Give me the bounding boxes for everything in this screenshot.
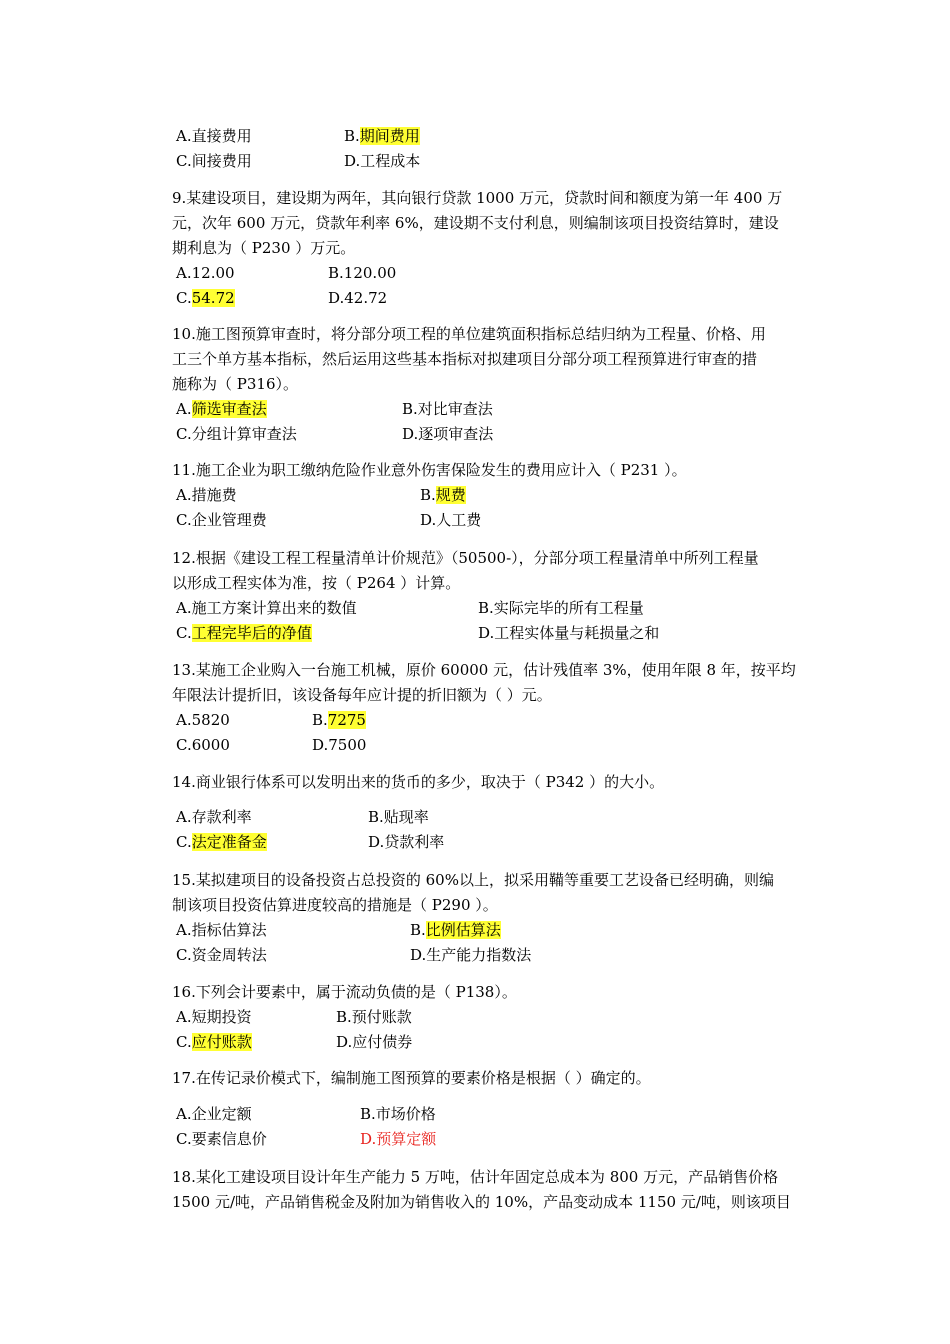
answer-highlight: 54.72 <box>191 289 235 307</box>
option-a: A.施工方案计算出来的数值 <box>176 599 357 617</box>
question-17 <box>172 1066 812 1148</box>
question-11 <box>172 458 812 529</box>
option-c: C.法定准备金 <box>176 833 267 851</box>
question-text-line: 工三个单方基本指标，然后运用这些基本指标对拟建项目分部分项工程预算进行审查的措 <box>172 350 758 368</box>
question-text-line: 11.施工企业为职工缴纳危险作业意外伤害保险发生的费用应计入（ P231 ）。 <box>172 461 687 479</box>
option-b: B.实际完毕的所有工程量 <box>478 599 644 617</box>
option-a: A.措施费 <box>176 486 237 504</box>
option-b: B.规费 <box>420 486 466 504</box>
option-d: D.预算定额 <box>360 1130 437 1148</box>
option-row <box>172 261 812 286</box>
question-text-line: 16.下列会计要素中，属于流动负债的是（ P138）。 <box>172 983 517 1001</box>
option-row <box>172 286 812 311</box>
option-d: D.工程实体量与耗损量之和 <box>478 624 660 642</box>
option-b: B.预付账款 <box>336 1008 412 1026</box>
option-d: D.贷款利率 <box>368 833 445 851</box>
option-d: D.逐项审查法 <box>402 425 494 443</box>
answer-highlight: 比例估算法 <box>425 921 501 939</box>
option-row <box>172 708 812 733</box>
option-c: C.间接费用 <box>176 152 252 170</box>
question-10 <box>172 322 812 443</box>
option-b: B.对比审查法 <box>402 400 493 418</box>
option-row <box>172 943 812 968</box>
option-a: A.筛选审查法 <box>176 400 267 418</box>
option-b: B.120.00 <box>328 264 397 282</box>
option-c: C.要素信息价 <box>176 1130 267 1148</box>
question-text-line: 制该项目投资估算进度较高的措施是（ P290 ）。 <box>172 896 498 914</box>
option-row <box>172 508 812 533</box>
question-text-line: 10.施工图预算审查时，将分部分项工程的单位建筑面积指标总结归纳为工程量、价格、用 <box>172 325 766 343</box>
option-c: C.6000 <box>176 736 230 754</box>
question-text-line: 17.在传记录价模式下，编制施工图预算的要素价格是根据（ ）确定的。 <box>172 1069 651 1087</box>
question-12 <box>172 546 812 642</box>
answer-highlight: 7275 <box>327 711 366 729</box>
answer-highlight: 期间费用 <box>359 127 420 145</box>
option-d: D.42.72 <box>328 289 388 307</box>
option-row <box>172 483 812 508</box>
option-row <box>172 918 812 943</box>
option-row <box>172 422 812 447</box>
option-a: A.5820 <box>176 711 230 729</box>
question-text-line: 期利息为（ P230 ）万元。 <box>172 239 356 257</box>
answer-highlight: 应付账款 <box>191 1033 252 1051</box>
option-c: C.资金周转法 <box>176 946 267 964</box>
option-row <box>172 1127 812 1152</box>
option-d: D.人工费 <box>420 511 482 529</box>
option-a: A.直接费用 <box>176 127 252 145</box>
option-d: D.7500 <box>312 736 367 754</box>
option-a: A.12.00 <box>176 264 235 282</box>
option-row <box>172 149 812 174</box>
option-b: B.市场价格 <box>360 1105 436 1123</box>
question-text-line: 年限法计提折旧，该设备每年应计提的折旧额为（ ）元。 <box>172 686 552 704</box>
option-c: C.工程完毕后的净值 <box>176 624 312 642</box>
option-d: D.应付债券 <box>336 1033 413 1051</box>
answer-highlight: 法定准备金 <box>191 833 267 851</box>
option-row <box>172 1102 812 1127</box>
option-b: B.贴现率 <box>368 808 429 826</box>
question-text-line: 15.某拟建项目的设备投资占总投资的 60%以上，拟采用鞴等重要工艺设备已经明确，则编 <box>172 871 774 889</box>
option-b: B.期间费用 <box>344 127 420 145</box>
question-15 <box>172 868 812 964</box>
question-text-line: 18.某化工建设项目设计年生产能力 5 万吨，估计年固定总成本为 800 万元，产品销售价格 <box>172 1168 779 1186</box>
option-row <box>172 1005 812 1030</box>
option-a: A.指标估算法 <box>176 921 267 939</box>
question-13 <box>172 658 812 754</box>
option-row <box>172 1030 812 1055</box>
option-b: B.比例估算法 <box>410 921 501 939</box>
question-18 <box>172 1165 812 1215</box>
option-c: C.54.72 <box>176 289 235 307</box>
question-text-line: 14.商业银行体系可以发明出来的货币的多少，取决于（ P342 ）的大小。 <box>172 773 665 791</box>
option-row <box>172 830 812 855</box>
option-a: A.存款利率 <box>176 808 252 826</box>
option-d: D.生产能力指数法 <box>410 946 532 964</box>
question-text-line: 1500 元/吨，产品销售税金及附加为销售收入的 10%，产品变动成本 1150 元/吨，则该项目 <box>172 1193 791 1211</box>
option-c: C.分组计算审查法 <box>176 425 297 443</box>
option-row <box>172 124 812 149</box>
question-14 <box>172 770 812 851</box>
question-text-line: 12.根据《建设工程工程量清单计价规范》（50500-），分部分项工程量清单中所列工程量 <box>172 549 759 567</box>
option-d: D.工程成本 <box>344 152 421 170</box>
question-text-line: 施称为（ P316）。 <box>172 375 298 393</box>
answer-highlight: 工程完毕后的净值 <box>191 624 312 642</box>
question-text-line: 元，次年 600 万元，贷款年利率 6%，建设期不支付利息，则编制该项目投资结算时，建设 <box>172 214 779 232</box>
option-row <box>172 733 812 758</box>
option-a: A.短期投资 <box>176 1008 252 1026</box>
option-row <box>172 805 812 830</box>
question-9 <box>172 186 812 307</box>
option-c: C.企业管理费 <box>176 511 267 529</box>
option-row <box>172 621 812 646</box>
option-a: A.企业定额 <box>176 1105 252 1123</box>
question-text-line: 13.某施工企业购入一台施工机械，原价 60000 元，估计残值率 3%，使用年限 8 年，按平均 <box>172 661 796 679</box>
question-text-line: 9.某建设项目，建设期为两年，其向银行贷款 1000 万元，贷款时间和额度为第一年 400 万 <box>172 189 783 207</box>
answer-highlight: 筛选审查法 <box>191 400 267 418</box>
option-row <box>172 397 812 422</box>
question-16 <box>172 980 812 1051</box>
question-text-line: 以形成工程实体为准，按（ P264 ）计算。 <box>172 574 461 592</box>
answer-highlight: 规费 <box>435 486 466 504</box>
option-c: C.应付账款 <box>176 1033 252 1051</box>
option-b: B.7275 <box>312 711 366 729</box>
option-row <box>172 596 812 621</box>
